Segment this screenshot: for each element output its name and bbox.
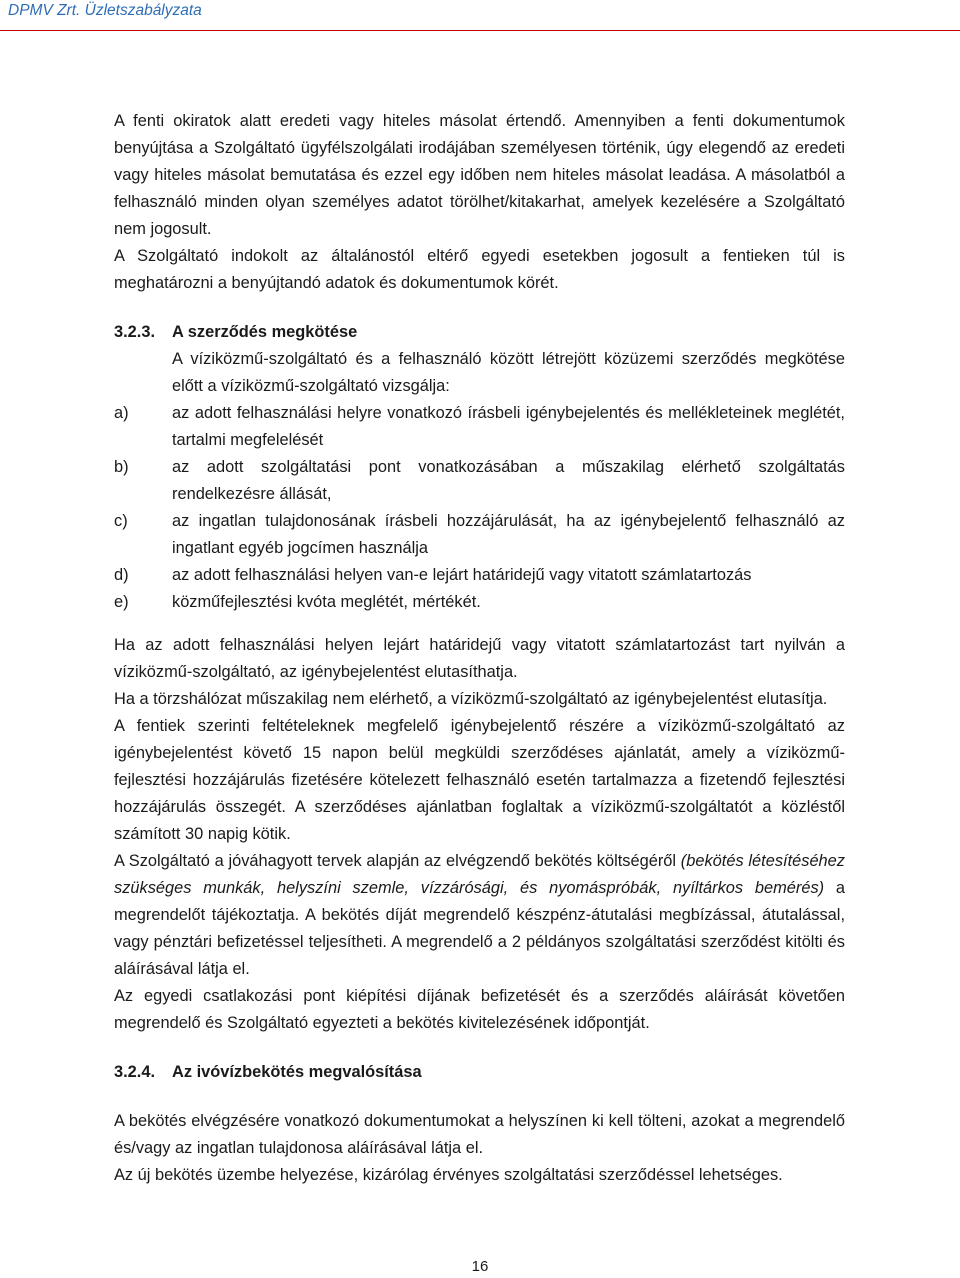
page-header-title: DPMV Zrt. Üzletszabályzata — [8, 2, 202, 19]
paragraph-connection-cost — [114, 848, 845, 983]
page-number: 16 — [471, 1258, 489, 1275]
list-item-text: az adott felhasználási helyen van-e lejárt határidejű vagy vitatott számlatartozás — [172, 566, 752, 584]
header-divider — [0, 30, 960, 31]
list-item-letter: c) — [114, 512, 128, 530]
section-number: 3.2.3. — [114, 323, 156, 341]
list-item — [114, 562, 845, 589]
list-item-letter: d) — [114, 566, 129, 584]
list-item-text: az adott felhasználási helyre vonatkozó írásbeli igénybejelentés és mellékleteinek meglétét, tartalmi megfelelését — [172, 404, 845, 449]
list-item — [114, 508, 845, 562]
list-item — [114, 454, 845, 508]
paragraph-connection-cost-end: a megrendelőt tájékoztatja. A bekötés díját megrendelő készpénz-átutalási megbízással, átutalással, vagy pénztári befizetéssel teljesítheti. A megrendelő a 2 példányos szolgáltatási szerződést kitölti és aláírásával látja el. — [114, 879, 846, 978]
list-item-text: az adott szolgáltatási pont vonatkozásában a műszakilag elérhető szolgáltatás rendelkezésre állását, — [172, 458, 845, 503]
paragraph-extra-documents: A Szolgáltató indokolt az általánostól eltérő egyedi esetekben jogosult a fentieken túl is meghatározni a benyújtandó adatok és dokumentumok körét. — [114, 247, 845, 292]
list-item-letter: b) — [114, 458, 129, 476]
section-heading-3-2-4 — [114, 1059, 845, 1086]
requirements-list — [114, 400, 845, 616]
paragraph-copies: A fenti okiratok alatt eredeti vagy hiteles másolat értendő. Amennyiben a fenti dokumentumok benyújtása a Szolgáltató ügyfélszolgálati irodájában személyesen történik, úgy elegendő az eredeti vagy hiteles másolat bemutatása és ezzel egy időben nem hiteles másolat leadása. A másolatból a felhasználó minden olyan személyes adatot törölhet/kitakarhat, amelyek kezelésére a Szolgáltató nem jogosult. — [114, 112, 845, 238]
section-title: A szerződés megkötése — [172, 323, 358, 341]
paragraph-documents-onsite: A bekötés elvégzésére vonatkozó dokumentumokat a helyszínen ki kell tölteni, azokat a megrendelő és/vagy az ingatlan tulajdonosa aláírásával látja el. — [114, 1112, 845, 1157]
paragraph-scheduling: Az egyedi csatlakozási pont kiépítési díjának befizetését és a szerződés aláírását követően megrendelő és Szolgáltató egyezteti a bekötés kivitelezésének időpontját. — [114, 987, 845, 1032]
section-intro: A víziközmű-szolgáltató és a felhasználó között létrejött közüzemi szerződés megkötése előtt a víziközmű-szolgáltató vizsgálja: — [172, 350, 845, 395]
paragraph-connection-cost-start: A Szolgáltató a jóváhagyott tervek alapján az elvégzendő bekötés költségéről — [114, 852, 681, 870]
paragraph-debt: Ha az adott felhasználási helyen lejárt határidejű vagy vitatott számlatartozást tart nyilván a víziközmű-szolgáltató, az igénybejelentést elutasíthatja. — [114, 636, 845, 681]
list-item-letter: a) — [114, 404, 129, 422]
paragraph-commissioning: Az új bekötés üzembe helyezése, kizárólag érvényes szolgáltatási szerződéssel lehetséges. — [114, 1166, 783, 1184]
list-item-text: közműfejlesztési kvóta meglétét, mértékét. — [172, 593, 481, 611]
section-title: Az ivóvízbekötés megvalósítása — [172, 1063, 422, 1081]
section-heading-3-2-3 — [114, 319, 845, 346]
paragraph-connection-cost-italic: (bekötés létesítéséhez szükséges munkák, helyszíni szemle, vízzárósági, és nyomáspróbák, nyíltárkos bemérés) — [114, 852, 845, 897]
list-item-letter: e) — [114, 593, 129, 611]
list-item-text: az ingatlan tulajdonosának írásbeli hozzájárulását, ha az igénybejelentő felhasználó az ingatlant egyéb jogcímen használja — [172, 512, 845, 557]
document-body — [114, 108, 845, 1189]
paragraph-offer: A fentiek szerinti feltételeknek megfelelő igénybejelentő részére a víziközmű-szolgáltató az igénybejelentést követő 15 napon belül megküldi szerződéses ajánlatát, amely a víziközmű-fejlesztési hozzájárulás fizetésére kötelezett felhasználó esetén tartalmazza a fizetendő fejlesztési hozzájárulás összegét. A szerződéses ajánlatban foglaltak a víziközmű-szolgáltatót a közléstől számított 30 napig kötik. — [114, 717, 845, 843]
list-item — [114, 400, 845, 454]
section-number: 3.2.4. — [114, 1063, 156, 1081]
list-item — [114, 589, 845, 616]
paragraph-network: Ha a törzshálózat műszakilag nem elérhető, a víziközmű-szolgáltató az igénybejelentést elutasítja. — [114, 690, 828, 708]
